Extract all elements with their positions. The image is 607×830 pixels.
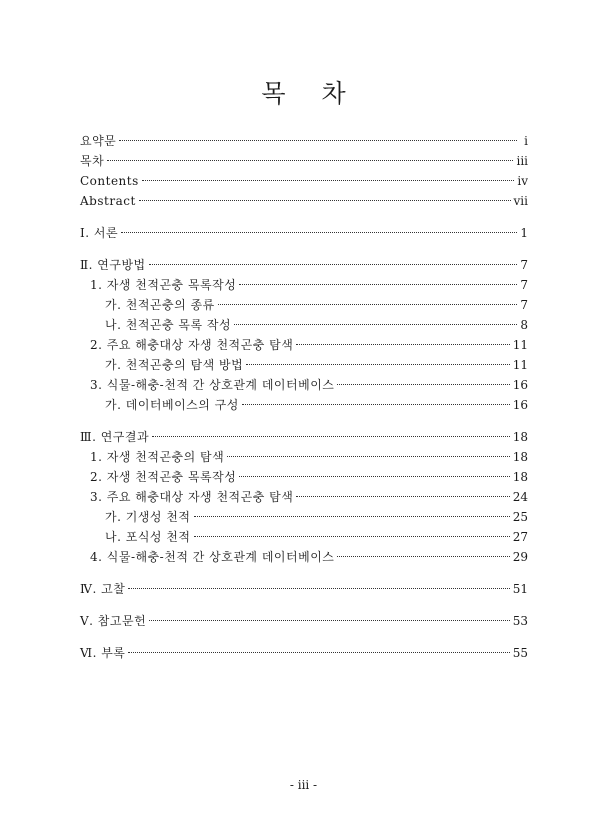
toc-entry[interactable] xyxy=(80,315,528,335)
toc-entry-page-number: 11 xyxy=(512,338,528,352)
toc-entry[interactable] xyxy=(80,487,528,507)
toc-entry-label: 4. 식물-해충-천적 간 상호관계 데이터베이스 xyxy=(90,550,335,564)
toc-entry[interactable] xyxy=(80,295,528,315)
toc-entry-page-number: 11 xyxy=(512,358,528,372)
toc-entry-page-number: vii xyxy=(513,194,528,208)
dot-leader xyxy=(227,456,509,457)
dot-leader xyxy=(246,364,510,365)
toc-entry-label: 가. 데이터베이스의 구성 xyxy=(105,398,239,412)
toc-entry[interactable] xyxy=(80,579,528,599)
page-title: 목 차 xyxy=(261,79,360,108)
toc-entry-label: 3. 주요 해충대상 자생 천적곤충 탐색 xyxy=(90,490,294,504)
toc-entry-page-number: 16 xyxy=(512,378,528,392)
dot-leader xyxy=(296,344,509,345)
dot-leader xyxy=(218,304,517,305)
toc-entry[interactable] xyxy=(80,171,528,191)
dot-leader xyxy=(234,324,517,325)
table-of-contents xyxy=(80,131,528,663)
dot-leader xyxy=(242,404,510,405)
dot-leader xyxy=(128,588,509,589)
toc-entry[interactable] xyxy=(80,611,528,631)
toc-entry-page-number: 25 xyxy=(512,510,528,524)
toc-entry-label: Ⅵ. 부록 xyxy=(80,646,126,660)
toc-entry-label: Ⅲ. 연구결과 xyxy=(80,430,150,444)
dot-leader xyxy=(337,384,509,385)
toc-entry-label: Abstract xyxy=(80,194,136,208)
dot-leader xyxy=(119,140,517,141)
page-number-footer: - iii - xyxy=(289,778,318,792)
dot-leader xyxy=(142,180,515,181)
dot-leader xyxy=(194,536,510,537)
toc-entry-page-number: 7 xyxy=(520,278,528,292)
toc-entry-label: 1. 자생 천적곤충 목록작성 xyxy=(90,278,237,292)
toc-entry[interactable] xyxy=(80,191,528,211)
toc-entry[interactable] xyxy=(80,223,528,243)
toc-entry-page-number: 55 xyxy=(512,646,528,660)
toc-entry[interactable] xyxy=(80,255,528,275)
toc-entry-page-number: 18 xyxy=(512,450,528,464)
toc-entry-label: 2. 자생 천적곤충 목록작성 xyxy=(90,470,237,484)
toc-entry[interactable] xyxy=(80,275,528,295)
toc-entry-label: Ⅳ. 고찰 xyxy=(80,582,126,596)
dot-leader xyxy=(121,232,517,233)
toc-entry[interactable] xyxy=(80,335,528,355)
toc-entry-page-number: 29 xyxy=(512,550,528,564)
toc-entry-page-number: 1 xyxy=(520,226,528,240)
toc-entry-label: 요약문 xyxy=(80,134,117,148)
toc-entry-page-number: i xyxy=(524,134,528,148)
toc-entry-page-number: iv xyxy=(517,174,528,188)
toc-entry-label: 3. 식물-해충-천적 간 상호관계 데이터베이스 xyxy=(90,378,335,392)
toc-entry-page-number: 8 xyxy=(520,318,528,332)
toc-entry-page-number: 16 xyxy=(512,398,528,412)
toc-entry[interactable] xyxy=(80,643,528,663)
toc-entry[interactable] xyxy=(80,507,528,527)
toc-entry[interactable] xyxy=(80,527,528,547)
toc-entry[interactable] xyxy=(80,375,528,395)
toc-entry[interactable] xyxy=(80,395,528,415)
toc-entry[interactable] xyxy=(80,547,528,567)
toc-entry[interactable] xyxy=(80,151,528,171)
toc-entry-page-number: 18 xyxy=(512,430,528,444)
toc-entry-label: Contents xyxy=(80,174,139,188)
dot-leader xyxy=(128,652,509,653)
dot-leader xyxy=(239,476,509,477)
toc-entry-label: 가. 천적곤충의 종류 xyxy=(105,298,215,312)
dot-leader xyxy=(139,200,511,201)
toc-entry-page-number: 24 xyxy=(512,490,528,504)
toc-entry[interactable] xyxy=(80,447,528,467)
toc-entry-label: 가. 기생성 천적 xyxy=(105,510,191,524)
dot-leader xyxy=(152,436,510,437)
dot-leader xyxy=(296,496,509,497)
toc-entry-label: 가. 천적곤충의 탐색 방법 xyxy=(105,358,244,372)
toc-entry-page-number: 53 xyxy=(512,614,528,628)
toc-entry-page-number: 7 xyxy=(520,258,528,272)
toc-entry-page-number: 51 xyxy=(512,582,528,596)
toc-entry-page-number: 27 xyxy=(512,530,528,544)
toc-entry[interactable] xyxy=(80,427,528,447)
dot-leader xyxy=(149,620,510,621)
toc-entry-page-number: 18 xyxy=(512,470,528,484)
dot-leader xyxy=(149,264,517,265)
toc-entry-label: 2. 주요 해충대상 자생 천적곤충 탐색 xyxy=(90,338,294,352)
toc-entry-label: Ⅱ. 연구방법 xyxy=(80,258,146,272)
dot-leader xyxy=(337,556,509,557)
toc-entry-label: Ⅴ. 참고문헌 xyxy=(80,614,147,628)
toc-entry-label: 나. 포식성 천적 xyxy=(105,530,191,544)
toc-entry-label: 나. 천적곤충 목록 작성 xyxy=(105,318,232,332)
toc-entry-page-number: iii xyxy=(516,154,528,168)
toc-entry[interactable] xyxy=(80,131,528,151)
dot-leader xyxy=(239,284,517,285)
toc-entry[interactable] xyxy=(80,467,528,487)
dot-leader xyxy=(194,516,510,517)
toc-entry-label: 1. 자생 천적곤충의 탐색 xyxy=(90,450,225,464)
toc-entry[interactable] xyxy=(80,355,528,375)
toc-entry-label: Ⅰ. 서론 xyxy=(80,226,119,240)
toc-entry-page-number: 7 xyxy=(520,298,528,312)
toc-entry-label: 목차 xyxy=(80,154,105,168)
dot-leader xyxy=(107,160,513,161)
